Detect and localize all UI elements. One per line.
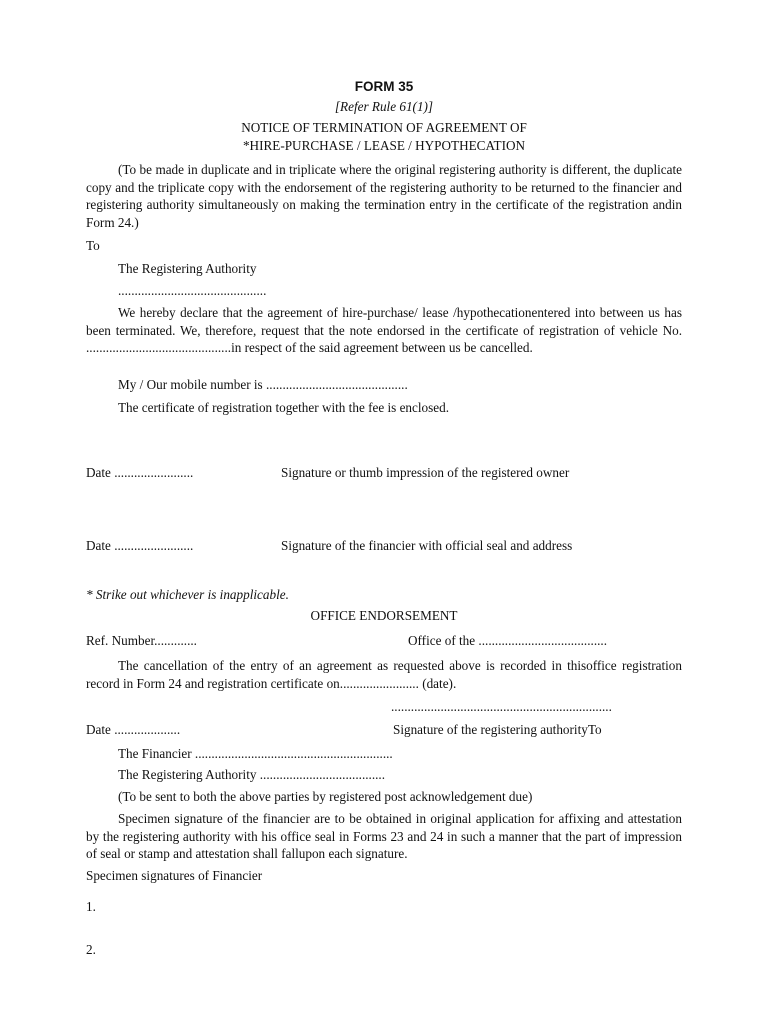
rule-reference: [Refer Rule 61(1)] <box>334 99 434 114</box>
endorsement-paragraph: The cancellation of the entry of an agreement as requested above is recorded in thisoffice registration record in Form 24 and registration certificate on........................ (date). <box>86 658 682 691</box>
recipient-financier: The Financier ............................................................ <box>118 746 393 761</box>
specimen-note-paragraph: Specimen signature of the financier are to be obtained in original application for affixing and attestation by the registering authority with his office seal in Forms 23 and 24 in such a manner that the part of impression of seal or stamp and attestation shall fallupon each signature. <box>86 811 682 862</box>
authority-signature-line: ................................................................... <box>391 699 612 714</box>
enclosure-line: The certificate of registration together with the fee is enclosed. <box>118 400 450 415</box>
mobile-number-line: My / Our mobile number is ........................................... <box>118 377 408 392</box>
specimen-item-1: 1. <box>86 899 96 914</box>
office-endorsement-heading: OFFICE ENDORSEMENT <box>310 608 458 623</box>
recipient-authority: The Registering Authority ...................................... <box>118 767 386 782</box>
owner-signature-label: Signature or thumb impression of the registered owner <box>281 465 570 480</box>
notice-heading-line1: NOTICE OF TERMINATION OF AGREEMENT OF <box>241 120 527 135</box>
financier-date: Date ........................ <box>86 538 194 553</box>
specimen-heading: Specimen signatures of Financier <box>86 868 263 883</box>
owner-date: Date ........................ <box>86 465 194 480</box>
instructions-paragraph: (To be made in duplicate and in triplicate where the original registering authority is different, the duplicate copy and the triplicate copy with the endorsement of the registering authority to be returned to the financier and registering authority simultaneously on making the termination entry in the certificate of the registration andin Form 24.) <box>86 162 682 230</box>
authority-signature-label: Signature of the registering authorityTo <box>393 722 602 737</box>
specimen-item-2: 2. <box>86 942 96 957</box>
notice-heading-line2: *HIRE-PURCHASE / LEASE / HYPOTHECATION <box>242 138 526 153</box>
addressee-blank: ............................................. <box>118 283 267 298</box>
form-title: FORM 35 <box>354 79 414 94</box>
addressee-authority: The Registering Authority <box>118 261 257 276</box>
endorsement-date: Date .................... <box>86 722 181 737</box>
post-note: (To be sent to both the above parties by registered post acknowledgement due) <box>118 789 533 804</box>
to-label: To <box>86 238 100 253</box>
office-of: Office of the ....................................... <box>408 633 608 648</box>
strike-out-footnote: * Strike out whichever is inapplicable. <box>86 587 289 602</box>
financier-signature-label: Signature of the financier with official seal and address <box>281 538 573 553</box>
ref-number: Ref. Number............. <box>86 633 197 648</box>
declaration-paragraph: We hereby declare that the agreement of hire-purchase/ lease /hypothecationentered into between us has been terminated. We, therefore, request that the note endorsed in the certificate of registration of vehicle No. ............................................in respect of the said agreement between us be cancelled. <box>86 305 682 356</box>
